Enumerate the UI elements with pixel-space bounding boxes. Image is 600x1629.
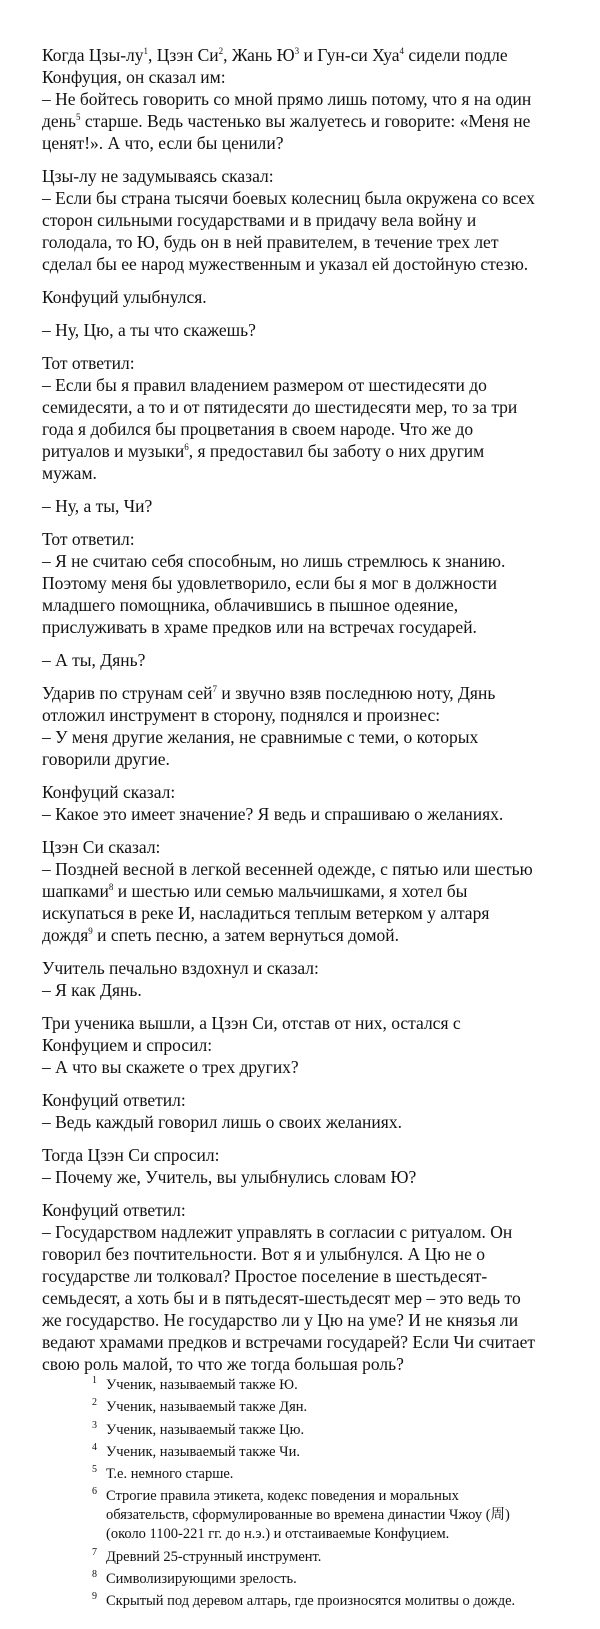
text-run: , я предоставил бы заботу о них другим: [188, 441, 485, 461]
text-line: государстве ли толковал? Простое поселение в шестьдесят-: [42, 1266, 488, 1286]
text-line: – Я как Дянь.: [42, 980, 142, 1000]
text-line: – Если бы страна тысячи боевых колесниц была окружена со всех: [42, 188, 535, 208]
footnote-number: 2: [92, 1397, 97, 1409]
text-line: [42, 440, 592, 462]
footnote-number: 8: [92, 1569, 97, 1581]
text-line: Поэтому меня бы удовлетворило, если бы я мог в должности: [42, 573, 498, 593]
text-line: Конфуцием и спросил:: [42, 1035, 213, 1055]
paragraph-1: [42, 44, 592, 154]
footnote-7: [92, 1548, 592, 1567]
paragraph-8: [42, 649, 592, 671]
footnote-number: 4: [92, 1441, 97, 1453]
paragraph-15: [42, 1144, 592, 1188]
footnote-number: 6: [92, 1486, 97, 1498]
paragraph-14: [42, 1089, 592, 1133]
text-line: младшего помощника, облачившись в пышное одеяние,: [42, 595, 459, 615]
text-line: – Ну, Цю, а ты что скажешь?: [42, 320, 256, 340]
text-line: Цзэн Си сказал:: [42, 837, 161, 857]
main-text: [42, 44, 592, 1386]
footnote-ref-7[interactable]: 7: [212, 684, 217, 694]
footnote-text: Т.е. немного старше.: [106, 1466, 234, 1483]
text-line: голодала, то Ю, будь он в ней правителем, в течение трех лет: [42, 232, 499, 252]
footnote-text: Ученик, называемый также Чи.: [106, 1443, 300, 1460]
text-line: сторон сильными государствами и в придачу вела войну и: [42, 210, 477, 230]
paragraph-3: [42, 286, 592, 308]
text-run: , Цзэн Си: [148, 45, 219, 65]
text-line: же государство. Не государство ли у Цю на уме? И не князья ли: [42, 1310, 519, 1330]
text-line: семидесяти, а то и от пятидесяти до шестидесяти мер, то за три: [42, 397, 518, 417]
text-line: [42, 880, 592, 902]
text-line: – Какое это имеет значение? Я ведь и спрашиваю о желаниях.: [42, 804, 504, 824]
footnote-ref-5[interactable]: 5: [76, 112, 81, 122]
text-line: – Почему же, Учитель, вы улыбнулись словам Ю?: [42, 1167, 417, 1187]
text-run: старше. Ведь частенько вы жалуетесь и говорите: «Меня не: [80, 111, 531, 131]
text-run: и спеть песню, а затем вернуться домой.: [92, 925, 400, 945]
text-line: – У меня другие желания, не сравнимые с теми, о которых: [42, 727, 479, 747]
text-line: Конфуция, он сказал им:: [42, 67, 226, 87]
text-line: Конфуций сказал:: [42, 782, 176, 802]
footnote-text: Ученик, называемый также Дян.: [106, 1399, 308, 1416]
footnote-text: Символизирующими зрелость.: [106, 1571, 297, 1588]
text-run: и шестью или семью мальчишками, я хотел бы: [113, 881, 468, 901]
footnote-text: Строгие правила этикета, кодекс поведения и моральных: [106, 1488, 459, 1505]
text-line: Цзы-лу не задумываясь сказал:: [42, 166, 274, 186]
footnote-3: [92, 1421, 592, 1440]
text-line: свою роль малой, то что же тогда большая роль?: [42, 1354, 404, 1374]
text-line: Тот ответил:: [42, 353, 135, 373]
text-line: – Ведь каждый говорил лишь о своих желаниях.: [42, 1112, 402, 1132]
text-line: ценят!». А что, если бы ценили?: [42, 133, 284, 153]
text-line: – Я не считаю себя способным, но лишь стремлюсь к знанию.: [42, 551, 506, 571]
paragraph-4: [42, 319, 592, 341]
text-line: мужам.: [42, 463, 97, 483]
text-line: – А что вы скажете о трех других?: [42, 1057, 299, 1077]
footnote-4: [92, 1443, 592, 1462]
footnote-number: 1: [92, 1375, 97, 1386]
text-line: прислуживать в храме предков или на встречах государей.: [42, 617, 477, 637]
text-line: – А ты, Дянь?: [42, 650, 146, 670]
footnote-number: 9: [92, 1591, 97, 1603]
text-line: Учитель печально вздохнул и сказал:: [42, 958, 319, 978]
footnote-5: [92, 1465, 592, 1484]
footnote-6: [92, 1487, 592, 1544]
footnotes: [92, 1376, 592, 1615]
text-line: Тогда Цзэн Си спросил:: [42, 1145, 220, 1165]
text-run: и Гун-си Хуа: [299, 45, 400, 65]
footnote-ref-4[interactable]: 4: [399, 46, 405, 56]
text-line: – Не бойтесь говорить со мной прямо лишь потому, что я на один: [42, 89, 532, 109]
text-run: Ударив по струнам сей: [42, 683, 213, 703]
text-run: Когда Цзы-лу: [42, 45, 144, 65]
text-run: , Жань Ю: [223, 45, 295, 65]
paragraph-12: [42, 957, 592, 1001]
text-line: – Государством надлежит управлять в согласии с ритуалом. Он: [42, 1222, 513, 1242]
text-line: отложил инструмент в сторону, поднялся и произнес:: [42, 705, 441, 725]
text-run: дождя: [42, 925, 89, 945]
text-run: ритуалов и музыки: [42, 441, 185, 461]
text-line: – Поздней весной в легкой весенней одежде, с пятью или шестью: [42, 859, 533, 879]
text-line: Конфуций ответил:: [42, 1200, 186, 1220]
text-line: – Ну, а ты, Чи?: [42, 496, 153, 516]
footnote-8: [92, 1570, 592, 1589]
footnote-ref-6[interactable]: 6: [184, 442, 189, 452]
text-run: и звучно взяв последнюю ноту, Дянь: [216, 683, 496, 703]
paragraph-10: [42, 781, 592, 825]
paragraph-11: [42, 836, 592, 946]
footnote-ref-9[interactable]: 9: [88, 926, 93, 936]
text-line: искупаться в реке И, насладиться теплым ветерком у алтаря: [42, 903, 490, 923]
text-line: семьдесят, а хоть бы и в пятьдесят-шестьдесят мер – это ведь то: [42, 1288, 521, 1308]
footnote-ref-3[interactable]: 3: [294, 46, 300, 56]
footnote-ref-1[interactable]: 1: [143, 46, 149, 56]
footnote-number: 7: [92, 1546, 97, 1558]
text-line: сделал бы ее народ мужественным и указал ей достойную стезю.: [42, 254, 529, 274]
footnote-number: 3: [92, 1419, 97, 1431]
text-line: года я добился бы процветания в своем народе. Что же до: [42, 419, 474, 439]
text-line: Тот ответил:: [42, 529, 135, 549]
footnote-text: Древний 25-струнный инструмент.: [106, 1548, 322, 1565]
paragraph-2: [42, 165, 592, 275]
footnote-text: (около 1100-221 гг. до н.э.) и отстаиваемые Конфуцием.: [106, 1526, 450, 1543]
paragraph-5: [42, 352, 592, 484]
text-line: ведают храмами предков и встречами государей? Если Чи считает: [42, 1332, 536, 1352]
paragraph-16: [42, 1199, 592, 1375]
footnote-9: [92, 1592, 592, 1611]
text-line: говорил без почтительности. Вот я и улыбнулся. А Цю не о: [42, 1244, 485, 1264]
text-line: говорили другие.: [42, 749, 170, 769]
footnote-number: 5: [92, 1464, 97, 1476]
paragraph-6: [42, 495, 592, 517]
text-run: сидели подле: [404, 45, 508, 65]
text-line: [42, 44, 592, 66]
text-run: шапками: [42, 881, 109, 901]
text-run: день: [42, 111, 77, 131]
footnote-1: [92, 1376, 592, 1395]
text-line: Конфуций ответил:: [42, 1090, 186, 1110]
footnote-text: Ученик, называемый также Цю.: [106, 1421, 305, 1438]
paragraph-9: [42, 682, 592, 770]
paragraph-13: [42, 1012, 592, 1078]
footnote-ref-8[interactable]: 8: [108, 882, 114, 892]
text-line: – Если бы я правил владением размером от шестидесяти до: [42, 375, 487, 395]
footnote-ref-2[interactable]: 2: [218, 46, 224, 56]
text-line: Конфуций улыбнулся.: [42, 287, 207, 307]
text-line: [42, 924, 592, 946]
paragraph-7: [42, 528, 592, 638]
footnote-2: [92, 1398, 592, 1417]
footnote-text: Ученик, называемый также Ю.: [106, 1377, 298, 1393]
text-line: [42, 110, 592, 132]
text-line: Три ученика вышли, а Цзэн Си, отстав от них, остался с: [42, 1013, 461, 1033]
footnote-text: обязательств, сформулированные во времена династии Чжоу (周): [106, 1507, 510, 1524]
footnote-text: Скрытый под деревом алтарь, где произносятся молитвы о дожде.: [106, 1593, 516, 1610]
text-line: [42, 682, 592, 704]
